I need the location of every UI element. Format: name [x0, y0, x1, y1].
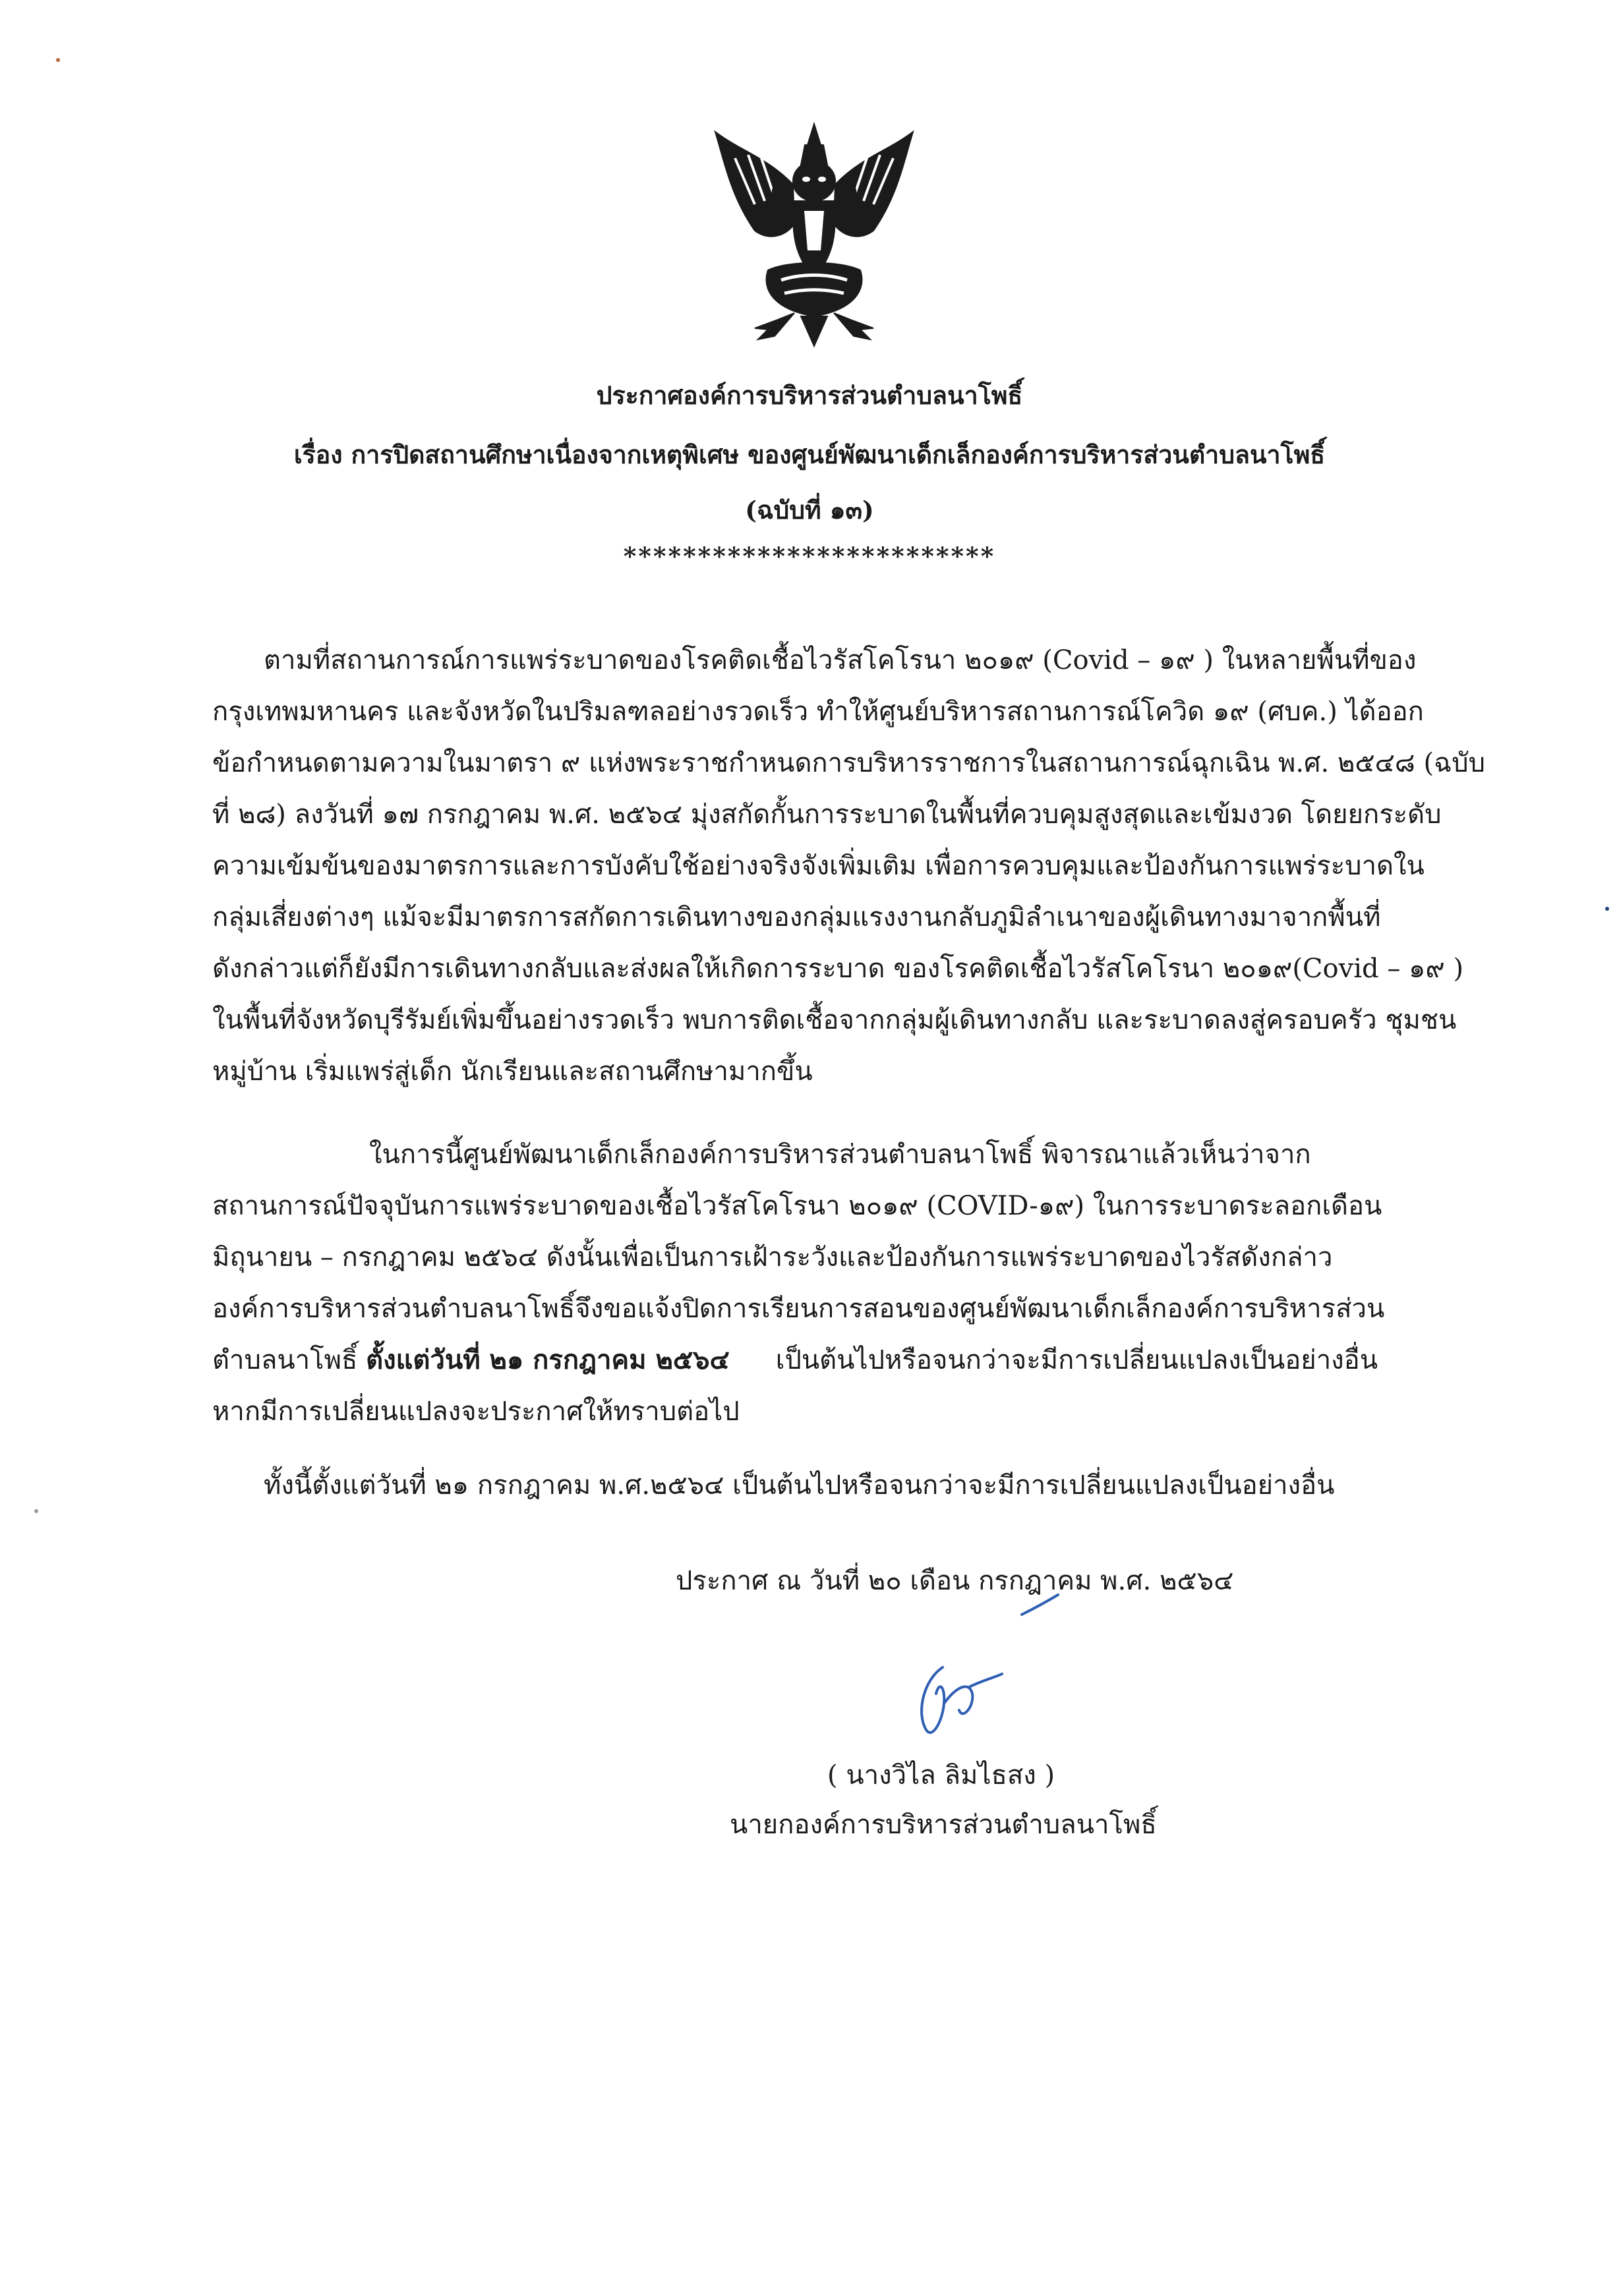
paragraph2-line5-end: เป็นต้นไปหรือจนกว่าจะมีการเปลี่ยนแปลงเป็นอย่างอื่น	[775, 1345, 1378, 1375]
announcement-date: ประกาศ ณ วันที่ ๒๐ เดือน กรกฎาคม พ.ศ. ๒๕๖๔	[676, 1566, 1234, 1596]
paragraph1-line: ตามที่สถานการณ์การแพร่ระบาดของโรคติดเชื้อไวรัสโคโรนา ๒๐๑๙ (Covid – ๑๙ ) ในหลายพื้นที่ของ	[264, 645, 1417, 675]
paragraph1-line: ข้อกำหนดตามความในมาตรา ๙ แห่งพระราชกำหนดการบริหารราชการในสถานการณ์ฉุกเฉิน พ.ศ. ๒๕๔๘ (ฉบับ	[212, 748, 1486, 778]
garuda-emblem-icon	[695, 119, 933, 356]
announcement-edition: (ฉบับที่ ๑๓)	[745, 496, 874, 525]
paragraph3: ทั้งนี้ตั้งแต่วันที่ ๒๑ กรกฎาคม พ.ศ.๒๕๖๔ เป็นต้นไปหรือจนกว่าจะมีการเปลี่ยนแปลงเป็นอย่างอื่น	[264, 1470, 1335, 1501]
paragraph2-line: องค์การบริหารส่วนตำบลนาโพธิ์จึงขอแจ้งปิดการเรียนการสอนของศูนย์พัฒนาเด็กเล็กองค์การบริหารส่วน	[212, 1294, 1385, 1324]
paragraph2-line5-start: ตำบลนาโพธิ์	[212, 1345, 367, 1375]
announcement-title: ประกาศองค์การบริหารส่วนตำบลนาโพธิ์	[596, 381, 1023, 410]
paragraph2-line: หากมีการเปลี่ยนแปลงจะประกาศให้ทราบต่อไป	[212, 1396, 740, 1427]
paragraph1-line: ความเข้มข้นของมาตรการและการบังคับใช้อย่างจริงจังเพิ่มเติม เพื่อการควบคุมและป้องกันการแพร่ระบาดใน	[212, 851, 1425, 881]
paragraph2-line	[212, 1344, 1378, 1376]
paragraph1-line: กลุ่มเสี่ยงต่างๆ แม้จะมีมาตรการสกัดการเดินทางของกลุ่มแรงงานกลับภูมิลำเนาของผู้เดินทางมาจากพื้นที่	[212, 902, 1381, 933]
scan-speck	[1605, 907, 1609, 911]
handwritten-signature	[903, 1588, 1074, 1753]
scan-speck	[34, 1509, 38, 1513]
paragraph1-line: ดังกล่าวแต่ก็ยังมีการเดินทางกลับและส่งผลให้เกิดการระบาด ของโรคติดเชื้อไวรัสโคโรนา ๒๐๑๙(Covid – ๑๙ )	[212, 954, 1464, 984]
paragraph1-line: หมู่บ้าน เริ่มแพร่สู่เด็ก นักเรียนและสถานศึกษามากขึ้น	[212, 1056, 813, 1087]
scan-speck	[56, 58, 60, 62]
signer-title: นายกองค์การบริหารส่วนตำบลนาโพธิ์	[730, 1810, 1157, 1840]
paragraph2-line: ในการนี้ศูนย์พัฒนาเด็กเล็กองค์การบริหารส่วนตำบลนาโพธิ์ พิจารณาแล้วเห็นว่าจาก	[369, 1139, 1311, 1170]
paragraph1-line: ในพื้นที่จังหวัดบุรีรัมย์เพิ่มขึ้นอย่างรวดเร็ว พบการติดเชื้อจากกลุ่มผู้เดินทางกลับ และระบาดลงสู่ครอบครัว ชุมชน	[212, 1005, 1457, 1035]
paragraph2-line: สถานการณ์ปัจจุบันการแพร่ระบาดของเชื้อไวรัสโคโรนา ๒๐๑๙ (COVID-๑๙) ในการระบาดระลอกเดือน	[212, 1191, 1382, 1221]
signer-name: ( นางวิไล ลิมไธสง )	[827, 1760, 1055, 1791]
paragraph2-line: มิถุนายน – กรกฎาคม ๒๕๖๔ ดังนั้นเพื่อเป็นการเฝ้าระวังและป้องกันการแพร่ระบาดของไวรัสดังกล่าว	[212, 1242, 1333, 1273]
announcement-subject: เรื่อง การปิดสถานศึกษาเนื่องจากเหตุพิเศษ ของศูนย์พัฒนาเด็กเล็กองค์การบริหารส่วนตำบลนาโพธิ์	[293, 440, 1326, 469]
paragraph1-line: กรุงเทพมหานคร และจังหวัดในปริมลฑลอย่างรวดเร็ว ทำให้ศูนย์บริหารสถานการณ์โควิด ๑๙ (ศบค.) ได้ออก	[212, 697, 1424, 727]
title-separator: *************************	[623, 542, 996, 571]
paragraph1-line: ที่ ๒๘) ลงวันที่ ๑๗ กรกฎาคม พ.ศ. ๒๕๖๔ มุ่งสกัดกั้นการระบาดในพื้นที่ควบคุมสูงสุดและเข้มงวด โดยยกระดับ	[212, 799, 1442, 830]
closure-date-bold: ตั้งแต่วันที่ ๒๑ กรกฎาคม ๒๕๖๔	[366, 1344, 730, 1375]
